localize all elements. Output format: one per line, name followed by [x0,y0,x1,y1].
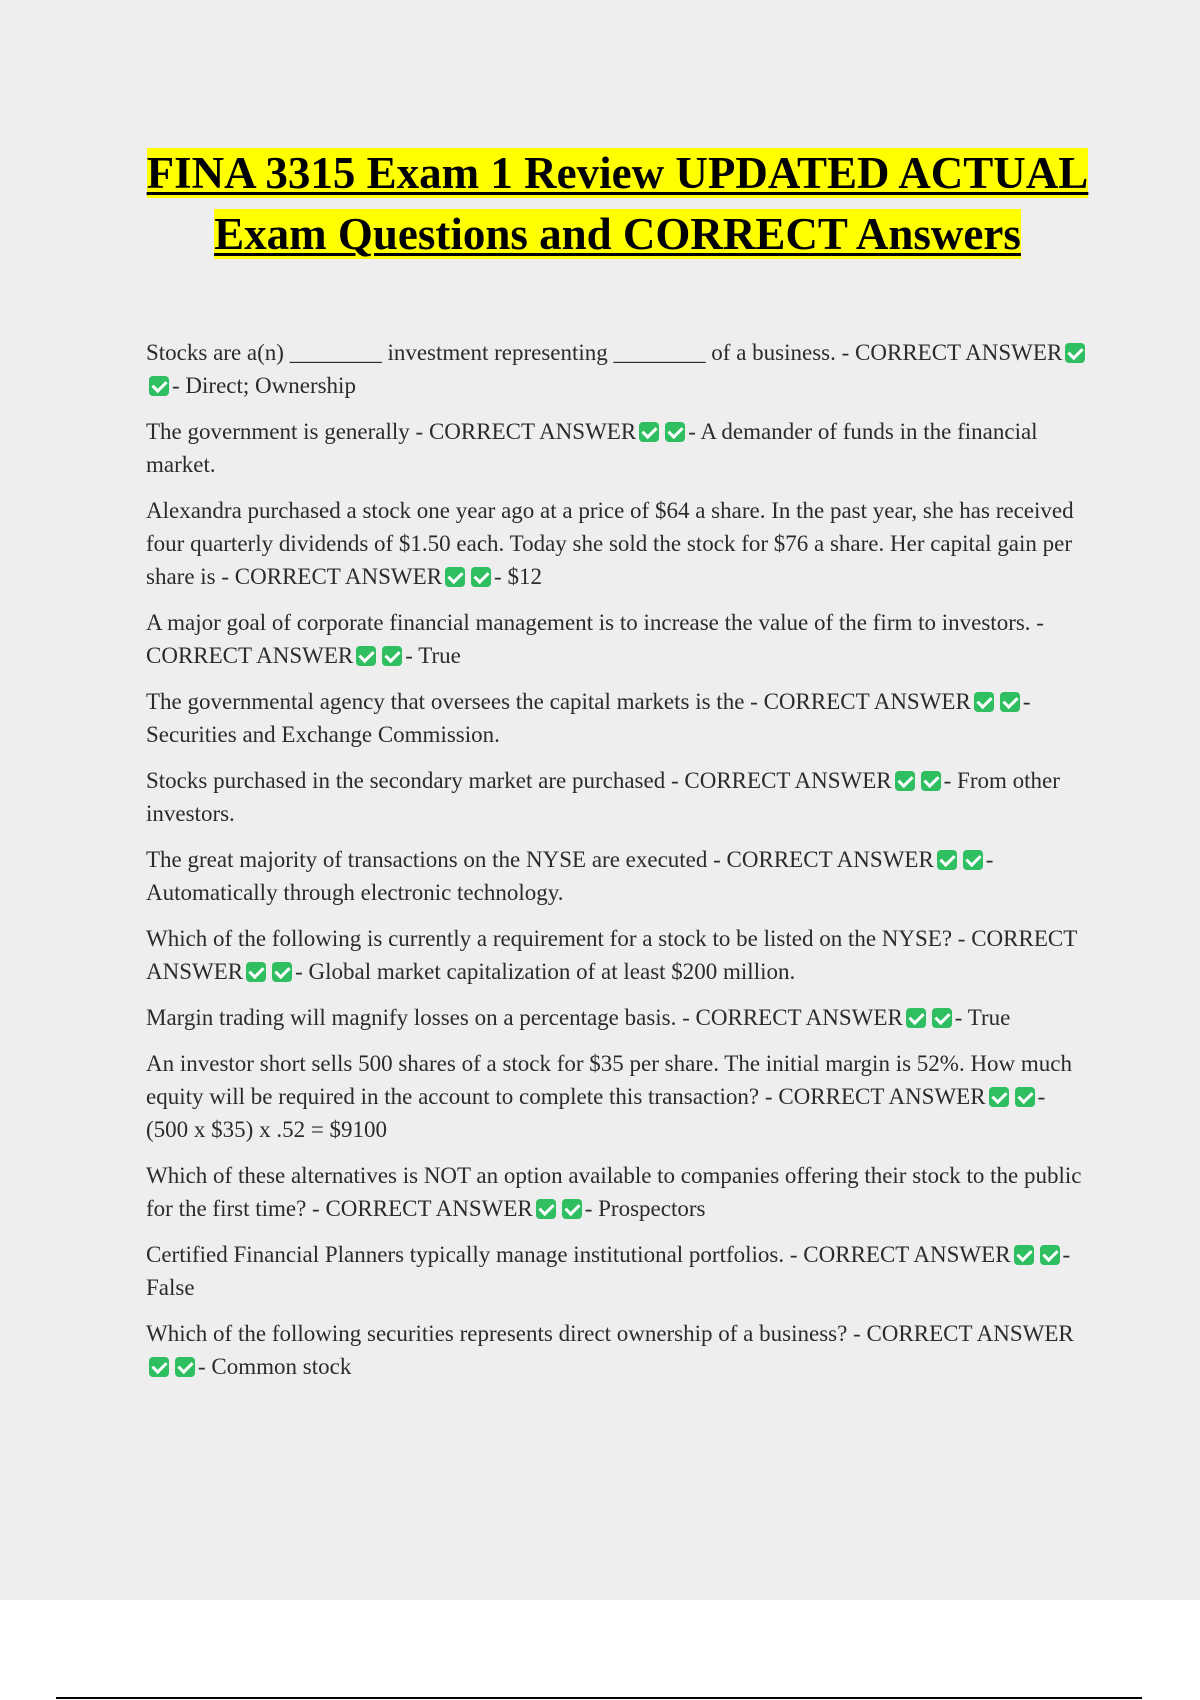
green-checkbox-icon [1015,1087,1035,1107]
answer-marker: CORRECT ANSWER [234,564,443,589]
green-checkbox-icon [356,646,376,666]
answer-text: - Direct; Ownership [172,373,356,398]
answer-marker: CORRECT ANSWER [325,1196,533,1221]
answer-marker: CORRECT ANSWER [695,1005,903,1030]
answer-marker: CORRECT ANSWER [726,847,934,872]
question-text: Stocks are a(n) ________ investment representing ________ of a business. - [146,340,850,365]
qa-item [146,764,1091,830]
answer-marker: CORRECT ANSWER [803,1242,1011,1267]
answer-text: - Common stock [198,1354,352,1379]
green-checkbox-icon [1065,343,1085,363]
answer-text: - Securities and Exchange Commission. [146,689,1031,747]
answer-marker: CORRECT ANSWER [778,1084,986,1109]
qa-item [146,922,1091,988]
green-checkbox-icon [937,850,957,870]
green-checkbox-icon [1014,1245,1034,1265]
answer-text: - False [146,1242,1071,1300]
question-text: Which of the following is currently a requirement for a stock to be listed on the NYSE? - [146,926,966,951]
green-checkbox-icon [989,1087,1009,1107]
question-text: Which of the following securities represents direct ownership of a business? - [146,1321,861,1346]
green-checkbox-icon [665,422,685,442]
answer-text: - Automatically through electronic technology. [146,847,994,905]
green-checkbox-icon [175,1357,195,1377]
answer-text: - From other investors. [146,768,1060,826]
answer-marker: CORRECT ANSWER [763,689,971,714]
qa-item [146,606,1091,672]
page-title [140,143,1095,265]
qa-item [146,1001,1091,1034]
answer-text: - True [954,1005,1011,1030]
qa-item [146,1317,1091,1383]
answer-marker: CORRECT ANSWER [866,1321,1074,1346]
answer-text: - Global market capitalization of at least $200 million. [295,959,796,984]
question-text: The great majority of transactions on the NYSE are executed - [146,847,721,872]
footer-divider [56,1697,1142,1699]
green-checkbox-icon [921,771,941,791]
green-checkbox-icon [895,771,915,791]
qa-item [146,843,1091,909]
green-checkbox-icon [246,962,266,982]
qa-item [146,685,1091,751]
question-text: An investor short sells 500 shares of a stock for $35 per share. The initial margin is 52%. How much equity will be required in the account to complete this transaction? - [146,1051,1073,1109]
green-checkbox-icon [382,646,402,666]
answer-marker: CORRECT ANSWER [146,643,354,668]
question-text: The government is generally - [146,419,424,444]
qa-list [146,336,1091,1396]
qa-item [146,1047,1091,1146]
question-text: Stocks purchased in the secondary market are purchased - [146,768,679,793]
qa-item [146,494,1091,593]
qa-item [146,415,1091,481]
green-checkbox-icon [562,1199,582,1219]
answer-text: - A demander of funds in the financial market. [146,419,1038,477]
answer-text: - True [405,643,461,668]
qa-item [146,1159,1091,1225]
green-checkbox-icon [963,850,983,870]
question-text: A major goal of corporate financial management is to increase the value of the firm to investors. - [146,610,1044,635]
answer-text: - (500 x $35) x .52 = $9100 [146,1084,1046,1142]
question-text: Margin trading will magnify losses on a percentage basis. - [146,1005,690,1030]
answer-marker: CORRECT ANSWER [428,419,637,444]
green-checkbox-icon [906,1008,926,1028]
question-text: Certified Financial Planners typically manage institutional portfolios. - [146,1242,798,1267]
green-checkbox-icon [639,422,659,442]
green-checkbox-icon [471,567,491,587]
green-checkbox-icon [149,1357,169,1377]
green-checkbox-icon [932,1008,952,1028]
answer-marker: CORRECT ANSWER [146,926,1077,984]
question-text: The governmental agency that oversees the capital markets is the - [146,689,758,714]
question-text: Which of these alternatives is NOT an option available to companies offering their stock to the public for the first time? - [146,1163,1082,1221]
answer-marker: CORRECT ANSWER [684,768,892,793]
green-checkbox-icon [536,1199,556,1219]
green-checkbox-icon [1040,1245,1060,1265]
green-checkbox-icon [974,692,994,712]
qa-item [146,336,1091,402]
qa-item [146,1238,1091,1304]
green-checkbox-icon [445,567,465,587]
answer-text: - $12 [494,564,542,589]
green-checkbox-icon [272,962,292,982]
green-checkbox-icon [1000,692,1020,712]
answer-text: - Prospectors [584,1196,706,1221]
answer-marker: CORRECT ANSWER [855,340,1063,365]
question-text: Alexandra purchased a stock one year ago at a price of $64 a share. In the past year, she has received four quarterly dividends of $1.50 each. Today she sold the stock for $76 a share. Her capital gain per share is - [146,498,1074,589]
green-checkbox-icon [149,376,169,396]
page-title-text: FINA 3315 Exam 1 Review UPDATED ACTUAL Exam Questions and CORRECT Answers [146,148,1089,259]
